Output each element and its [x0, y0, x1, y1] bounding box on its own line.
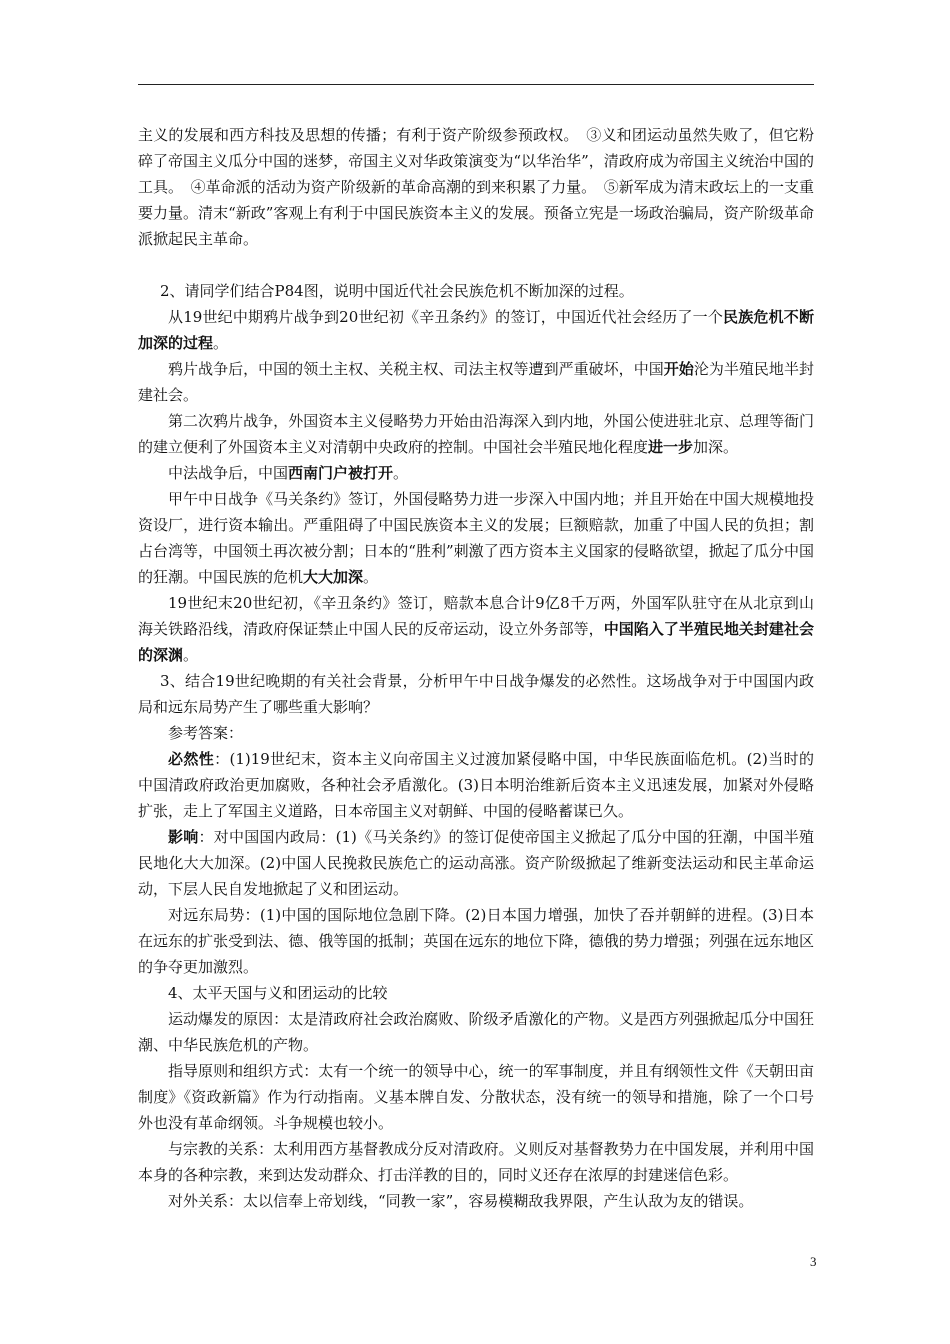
paragraph-cause: 运动爆发的原因：太是清政府社会政治腐败、阶级矛盾激化的产物。义是西方列强掀起瓜分中国狂潮、中华民族危机的产物。 — [138, 1010, 814, 1054]
bold-phrase: 中国陷入了半殖民地关封建社会的深渊 — [138, 620, 814, 664]
reference-answer-label: 参考答案： — [168, 724, 244, 742]
question-4: 4、太平天国与义和团运动的比较 — [168, 984, 388, 1002]
paragraph-principle: 指导原则和组织方式：太有一个统一的领导中心，统一的军事制度，并且有纲领性文件《天朝田亩制度》《资政新篇》作为行动指南。义基本牌自发、分散状态，没有统一的领导和措施，除了一个口号外也没有革命纲领。斗争规模也较小。 — [138, 1062, 814, 1132]
question-3: 3、结合19世纪晚期的有关社会背景，分析甲午中日战争爆发的必然性。这场战争对于中国国内政局和远东局势产生了哪些重大影响？ — [138, 672, 814, 716]
paragraph-boxer-protocol: 19世纪末20世纪初，《辛丑条约》签订，赔款本息合计9亿8千万两，外国军队驻守在从北京到山海关铁路沿线，清政府保证禁止中国人民的反帝运动，设立外务部等，中国陷入了半殖民地关封建社会的深渊。 — [138, 594, 814, 664]
paragraph-second-opium-war: 第二次鸦片战争，外国资本主义侵略势力开始由沿海深入到内地，外国公使进驻北京、总理等衙门的建立便利了外国资本主义对清朝中央政府的控制。中国社会半殖民地化程度进一步加深。 — [138, 412, 814, 456]
bold-label: 影响 — [168, 828, 199, 846]
paragraph-far-east: 对远东局势：(1)中国的国际地位急剧下降。(2)日本国力增强，加快了吞并朝鲜的进程。(3)日本在远东的扩张受到法、德、俄等国的抵制；英国在远东的地位下降，德俄的势力增强；列强在远东地区的争夺更加激烈。 — [138, 906, 814, 976]
paragraph-foreign-relations: 对外关系：太以信奉上帝划线，“同教一家”，容易模糊敌我界限，产生认敌为友的错误。 — [168, 1192, 754, 1210]
paragraph-religion: 与宗教的关系：太利用西方基督教成分反对清政府。义则反对基督教势力在中国发展，并利用中国本身的各种宗教，来到达发动群众、打击洋教的目的，同时义还存在浓厚的封建迷信色彩。 — [138, 1140, 814, 1184]
paragraph-crisis-overview: 从19世纪中期鸦片战争到20世纪初《辛丑条约》的签订，中国近代社会经历了一个民族危机不断加深的过程。 — [138, 308, 814, 352]
paragraph-inevitability: 必然性：(1)19世纪末，资本主义向帝国主义过渡加紧侵略中国，中华民族面临危机。(2)当时的中国清政府政治更加腐败，各种社会矛盾激化。(3)日本明治维新后资本主义迅速发展，加紧对外侵略扩张，走上了军国主义道路，日本帝国主义对朝鲜、中国的侵略蓄谋已久。 — [138, 750, 814, 820]
bold-phrase: 进一步 — [648, 438, 694, 456]
bold-phrase: 大大加深 — [303, 568, 364, 586]
header-rule — [138, 84, 814, 85]
bold-phrase: 民族危机不断加深的过程 — [138, 308, 814, 352]
paragraph-new-policy-effects: 主义的发展和西方科技及思想的传播；有利于资产阶级参预政权。 ③义和团运动虽然失败了，但它粉碎了帝国主义瓜分中国的迷梦，帝国主义对华政策演变为“以华治华”，清政府成为帝国主义统治中国的工具。 ④革命派的活动为资产阶级新的革命高潮的到来积累了力量。 ⑤新军成为清末政坛上的一支重要力量。清末“新政”客观上有利于中国民族资本主义的发展。预备立宪是一场政治骗局，资产阶级革命派掀起民主革命。 — [138, 126, 814, 248]
bold-label: 必然性 — [168, 750, 215, 768]
bold-phrase: 开始 — [663, 360, 694, 378]
question-2: 2、请同学们结合P84图，说明中国近代社会民族危机不断加深的过程。 — [160, 282, 634, 300]
paragraph-opium-war: 鸦片战争后，中国的领土主权、关税主权、司法主权等遭到严重破坏，中国开始沦为半殖民地半封建社会。 — [138, 360, 814, 404]
document-body — [138, 122, 814, 1214]
paragraph-domestic-influence: 影响：对中国国内政局：(1)《马关条约》的签订促使帝国主义掀起了瓜分中国的狂潮，中国半殖民地化大大加深。(2)中国人民挽救民族危亡的运动高涨。资产阶级掀起了维新变法运动和民主革命运动，下层人民自发地掀起了义和团运动。 — [138, 828, 814, 898]
paragraph-sino-french-war: 中法战争后，中国西南门户被打开。 — [168, 464, 409, 482]
bold-phrase: 西南门户被打开 — [288, 464, 394, 482]
paragraph-sino-japanese-war: 甲午中日战争《马关条约》签订，外国侵略势力进一步深入中国内地；并且开始在中国大规模地投资设厂，进行资本输出。严重阻碍了中国民族资本主义的发展；巨额赔款，加重了中国人民的负担；割占台湾等，中国领土再次被分割；日本的“胜利”刺激了西方资本主义国家的侵略欲望，掀起了瓜分中国的狂潮。中国民族的危机大大加深。 — [138, 490, 814, 586]
page-number: 3 — [810, 1254, 817, 1269]
